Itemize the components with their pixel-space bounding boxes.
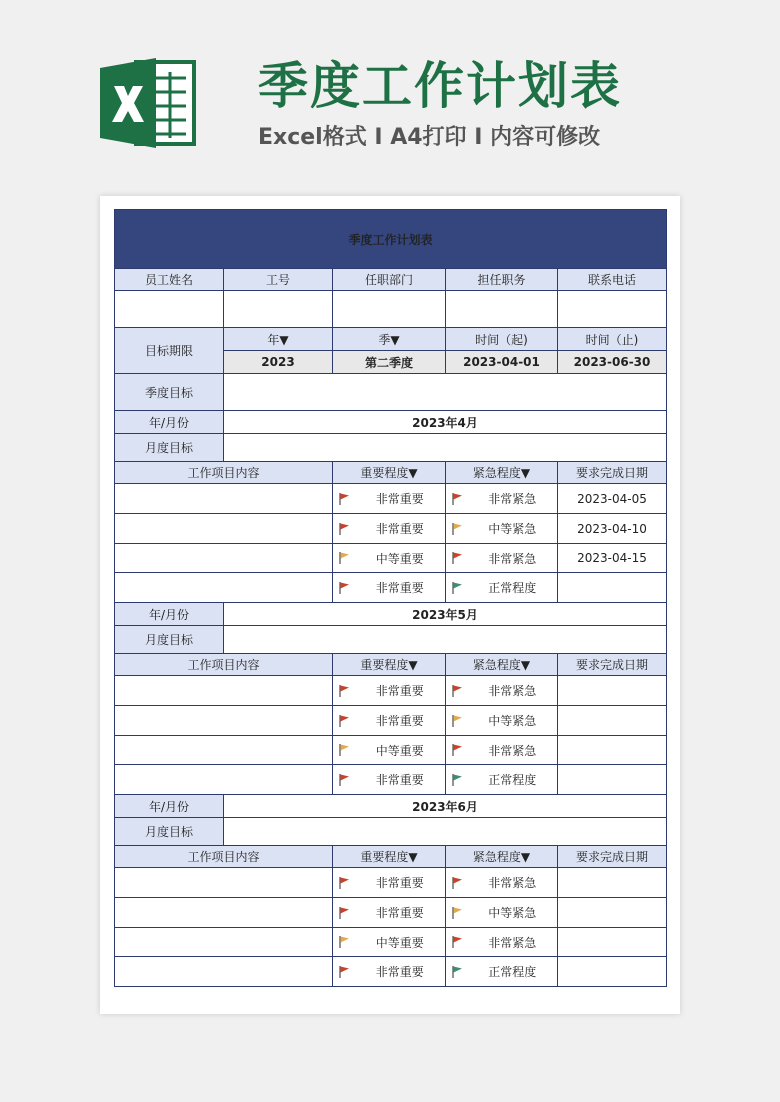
importance-flag-icon	[333, 676, 355, 706]
importance-flag-icon	[333, 514, 355, 544]
due-date-cell[interactable]: 2023-04-15	[558, 544, 667, 573]
importance-value[interactable]: 中等重要	[355, 736, 446, 765]
due-date-cell[interactable]	[558, 573, 667, 603]
importance-flag-icon	[333, 868, 355, 898]
page-title: 季度工作计划表	[258, 57, 622, 115]
task-header: 要求完成日期	[558, 462, 667, 484]
urgency-value[interactable]: 正常程度	[468, 573, 558, 603]
info-cell[interactable]	[558, 291, 667, 328]
period-header: 时间（止)	[558, 328, 667, 351]
task-content-cell[interactable]	[115, 928, 333, 957]
urgency-flag-icon	[446, 736, 468, 765]
urgency-value[interactable]: 非常紧急	[468, 928, 558, 957]
importance-value[interactable]: 非常重要	[355, 514, 446, 544]
month-goal-cell[interactable]	[224, 626, 667, 654]
period-label: 目标期限	[115, 328, 224, 374]
info-header: 工号	[224, 269, 333, 291]
due-date-cell[interactable]	[558, 928, 667, 957]
info-header: 任职部门	[333, 269, 446, 291]
importance-value[interactable]: 非常重要	[355, 765, 446, 795]
urgency-flag-icon	[446, 544, 468, 573]
urgency-flag-icon	[446, 676, 468, 706]
importance-flag-icon	[333, 544, 355, 573]
urgency-value[interactable]: 非常紧急	[468, 676, 558, 706]
urgency-flag-icon	[446, 573, 468, 603]
info-header: 联系电话	[558, 269, 667, 291]
urgency-flag-icon	[446, 868, 468, 898]
task-header[interactable]: 重要程度▼	[333, 462, 446, 484]
period-header[interactable]: 季▼	[333, 328, 446, 351]
month-value: 2023年6月	[224, 795, 667, 818]
task-content-cell[interactable]	[115, 957, 333, 987]
importance-value[interactable]: 非常重要	[355, 573, 446, 603]
importance-flag-icon	[333, 957, 355, 987]
importance-value[interactable]: 非常重要	[355, 676, 446, 706]
month-label: 年/月份	[115, 795, 224, 818]
page-subtitle: Excel格式 I A4打印 I 内容可修改	[258, 125, 601, 150]
due-date-cell[interactable]	[558, 736, 667, 765]
month-goal-label: 月度目标	[115, 818, 224, 846]
info-cell[interactable]	[446, 291, 558, 328]
urgency-value[interactable]: 非常紧急	[468, 544, 558, 573]
importance-flag-icon	[333, 898, 355, 928]
period-value[interactable]: 2023	[224, 351, 333, 374]
importance-flag-icon	[333, 928, 355, 957]
urgency-flag-icon	[446, 706, 468, 736]
period-value[interactable]: 2023-04-01	[446, 351, 558, 374]
task-header: 要求完成日期	[558, 654, 667, 676]
urgency-flag-icon	[446, 514, 468, 544]
task-content-cell[interactable]	[115, 514, 333, 544]
task-content-cell[interactable]	[115, 484, 333, 514]
urgency-flag-icon	[446, 898, 468, 928]
task-content-cell[interactable]	[115, 868, 333, 898]
period-header[interactable]: 年▼	[224, 328, 333, 351]
month-goal-cell[interactable]	[224, 818, 667, 846]
urgency-flag-icon	[446, 765, 468, 795]
task-content-cell[interactable]	[115, 706, 333, 736]
info-header: 担任职务	[446, 269, 558, 291]
period-value[interactable]: 第二季度	[333, 351, 446, 374]
period-value[interactable]: 2023-06-30	[558, 351, 667, 374]
urgency-flag-icon	[446, 484, 468, 514]
task-header[interactable]: 紧急程度▼	[446, 846, 558, 868]
importance-flag-icon	[333, 573, 355, 603]
due-date-cell[interactable]	[558, 706, 667, 736]
urgency-value[interactable]: 非常紧急	[468, 736, 558, 765]
task-header[interactable]: 重要程度▼	[333, 654, 446, 676]
quarter-goal-label: 季度目标	[115, 374, 224, 411]
task-content-cell[interactable]	[115, 573, 333, 603]
plan-table	[114, 209, 667, 987]
importance-value[interactable]: 非常重要	[355, 868, 446, 898]
urgency-value[interactable]: 中等紧急	[468, 898, 558, 928]
month-label: 年/月份	[115, 603, 224, 626]
importance-value[interactable]: 非常重要	[355, 484, 446, 514]
month-goal-label: 月度目标	[115, 434, 224, 462]
importance-value[interactable]: 非常重要	[355, 957, 446, 987]
task-header: 工作项目内容	[115, 846, 333, 868]
importance-flag-icon	[333, 736, 355, 765]
importance-flag-icon	[333, 706, 355, 736]
task-content-cell[interactable]	[115, 765, 333, 795]
urgency-value[interactable]: 中等紧急	[468, 706, 558, 736]
urgency-flag-icon	[446, 957, 468, 987]
importance-value[interactable]: 中等重要	[355, 928, 446, 957]
task-header: 工作项目内容	[115, 654, 333, 676]
urgency-value[interactable]: 正常程度	[468, 957, 558, 987]
importance-flag-icon	[333, 765, 355, 795]
task-content-cell[interactable]	[115, 898, 333, 928]
urgency-value[interactable]: 非常紧急	[468, 484, 558, 514]
task-content-cell[interactable]	[115, 676, 333, 706]
excel-logo-icon	[100, 56, 198, 150]
period-header: 时间（起)	[446, 328, 558, 351]
importance-flag-icon	[333, 484, 355, 514]
task-header: 工作项目内容	[115, 462, 333, 484]
month-value: 2023年4月	[224, 411, 667, 434]
due-date-cell[interactable]	[558, 898, 667, 928]
urgency-value[interactable]: 正常程度	[468, 765, 558, 795]
month-label: 年/月份	[115, 411, 224, 434]
urgency-value[interactable]: 中等紧急	[468, 514, 558, 544]
task-header[interactable]: 紧急程度▼	[446, 654, 558, 676]
due-date-cell[interactable]	[558, 676, 667, 706]
urgency-flag-icon	[446, 928, 468, 957]
task-content-cell[interactable]	[115, 736, 333, 765]
importance-value[interactable]: 中等重要	[355, 544, 446, 573]
month-goal-cell[interactable]	[224, 434, 667, 462]
task-header[interactable]: 紧急程度▼	[446, 462, 558, 484]
due-date-cell[interactable]: 2023-04-05	[558, 484, 667, 514]
info-cell[interactable]	[115, 291, 224, 328]
due-date-cell[interactable]	[558, 868, 667, 898]
task-header[interactable]: 重要程度▼	[333, 846, 446, 868]
task-header: 要求完成日期	[558, 846, 667, 868]
quarter-goal-cell[interactable]	[224, 374, 667, 411]
due-date-cell[interactable]	[558, 957, 667, 987]
importance-value[interactable]: 非常重要	[355, 898, 446, 928]
sheet-title: 季度工作计划表	[115, 210, 667, 269]
due-date-cell[interactable]: 2023-04-10	[558, 514, 667, 544]
importance-value[interactable]: 非常重要	[355, 706, 446, 736]
info-header: 员工姓名	[115, 269, 224, 291]
info-cell[interactable]	[333, 291, 446, 328]
due-date-cell[interactable]	[558, 765, 667, 795]
urgency-value[interactable]: 非常紧急	[468, 868, 558, 898]
month-value: 2023年5月	[224, 603, 667, 626]
info-cell[interactable]	[224, 291, 333, 328]
task-content-cell[interactable]	[115, 544, 333, 573]
month-goal-label: 月度目标	[115, 626, 224, 654]
